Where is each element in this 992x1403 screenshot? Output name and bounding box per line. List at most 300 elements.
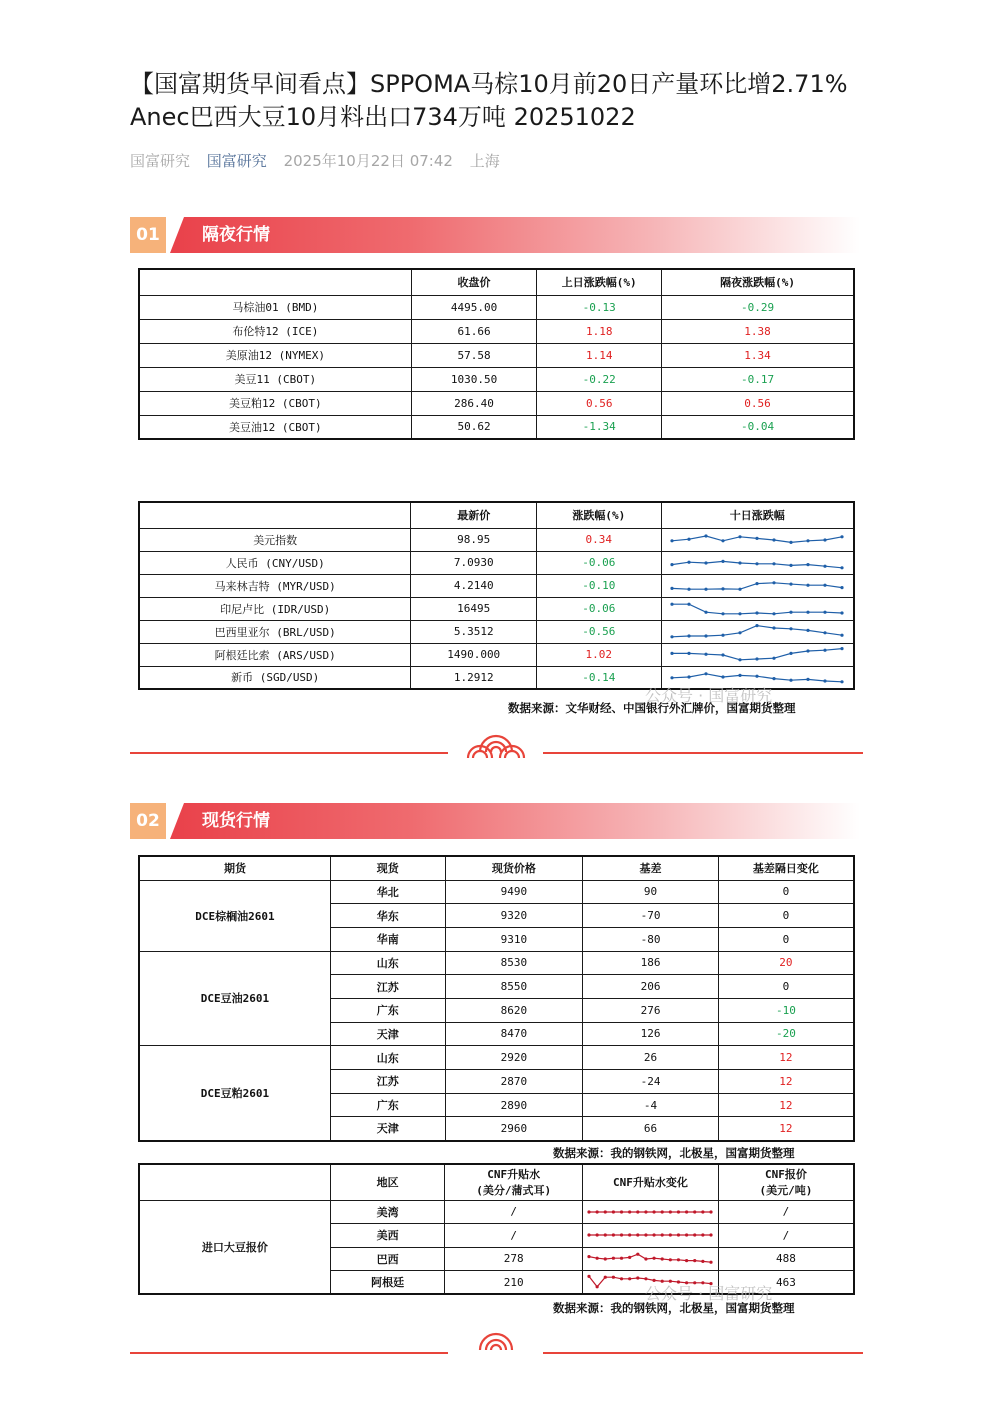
sparkline-point: [596, 1210, 599, 1213]
fx-source-note: 数据来源：文华财经、中国银行外汇牌价，国富期货整理: [508, 701, 796, 715]
sparkline-point: [596, 1234, 599, 1237]
sparkline-point: [637, 1234, 640, 1237]
sparkline-point: [705, 561, 708, 564]
currency-name: 阿根廷比索 (ARS/USD): [139, 643, 411, 666]
column-header: 隔夜涨跌幅(%): [662, 269, 854, 295]
import-region: 美西: [330, 1224, 445, 1248]
sparkline-point: [773, 538, 776, 541]
pct-change: -0.10: [537, 574, 662, 597]
night-change: -0.04: [662, 415, 854, 439]
table-header-row: [139, 502, 854, 528]
sparkline-point: [596, 1256, 599, 1259]
sparkline-point: [628, 1210, 631, 1213]
sparkline-point: [669, 1258, 672, 1261]
basis: 66: [583, 1117, 719, 1141]
sparkline-point: [773, 562, 776, 565]
table-row: [139, 343, 854, 367]
sparkline-point: [824, 538, 827, 541]
column-header: 收盘价: [411, 269, 537, 295]
prev-change: -0.13: [537, 295, 662, 319]
sparkline-point: [722, 612, 725, 615]
sparkline-point: [824, 610, 827, 613]
spot-region: 江苏: [330, 975, 445, 999]
basis-change: 0: [718, 975, 854, 999]
spot-price: 8550: [445, 975, 583, 999]
section-header-spot: [130, 803, 860, 839]
sparkline-point: [612, 1210, 615, 1213]
sparkline-point: [702, 1234, 705, 1237]
sparkline-point: [710, 1260, 713, 1263]
sparkline-point: [688, 676, 691, 679]
sparkline-point: [637, 1210, 640, 1213]
sparkline-point: [637, 1252, 640, 1255]
sparkline-point: [710, 1234, 713, 1237]
sparkline-point: [612, 1256, 615, 1259]
table-row: [139, 415, 854, 439]
sparkline-point: [841, 633, 844, 636]
sparkline-point: [628, 1234, 631, 1237]
sparkline-point: [705, 634, 708, 637]
sparkline-point: [756, 657, 759, 660]
sparkline-point: [671, 563, 674, 566]
sparkline-point: [705, 672, 708, 675]
basis: 126: [583, 1022, 719, 1046]
table-row: [139, 597, 854, 620]
night-change: -0.29: [662, 295, 854, 319]
sparkline-point: [694, 1259, 697, 1262]
sparkline-point: [688, 587, 691, 590]
cnf-premium: /: [445, 1200, 583, 1224]
sparkline-point: [694, 1210, 697, 1213]
sparkline-point: [756, 536, 759, 539]
prev-change: -0.22: [537, 367, 662, 391]
sparkline-point: [705, 652, 708, 655]
futures-contract: DCE豆油2601: [139, 951, 330, 1046]
latest-price: 98.95: [411, 528, 537, 551]
basis-change: 12: [718, 1046, 854, 1070]
sparkline-point: [807, 583, 810, 586]
table-row: [139, 528, 854, 551]
cnf-premium: 278: [445, 1247, 583, 1271]
spot-basis-table: [138, 855, 855, 1142]
column-header: [139, 502, 411, 528]
sparkline-point: [807, 539, 810, 542]
sparkline-point: [661, 1210, 664, 1213]
sparkline-point: [841, 586, 844, 589]
watermark: 公众号 · 国富研究: [645, 686, 773, 705]
cloud-ornament-icon: [478, 1330, 514, 1352]
spot-price: 9490: [445, 880, 583, 904]
sparkline-point: [773, 677, 776, 680]
close-price: 286.40: [411, 391, 537, 415]
basis-change: -20: [718, 1022, 854, 1046]
import-region: 美湾: [330, 1200, 445, 1224]
ten-day-sparkline-cell: [661, 643, 854, 666]
sparkline-point: [702, 1260, 705, 1263]
section-banner: [170, 217, 860, 253]
cnf-change-sparkline-cell: [582, 1224, 718, 1248]
close-price: 4495.00: [411, 295, 537, 319]
sparkline-point: [722, 587, 725, 590]
close-price: 61.66: [411, 319, 537, 343]
watermark: 公众号 · 国富研究: [645, 1284, 773, 1303]
sparkline-point: [807, 610, 810, 613]
ten-day-sparkline-cell: [661, 528, 854, 551]
sparkline-point: [637, 1276, 640, 1279]
table-row: [139, 643, 854, 666]
spot-region: 天津: [330, 1022, 445, 1046]
prev-change: 0.56: [537, 391, 662, 415]
sparkline-point: [756, 675, 759, 678]
divider-left: [130, 1352, 448, 1354]
table-row: [139, 620, 854, 643]
location: 上海: [469, 152, 500, 170]
sparkline-point: [604, 1234, 607, 1237]
sparkline-point: [688, 560, 691, 563]
sparkline-point: [841, 680, 844, 683]
table-row: [139, 1046, 854, 1070]
basis: -24: [583, 1070, 719, 1094]
sparkline-point: [669, 1210, 672, 1213]
spot-region: 广东: [330, 1093, 445, 1117]
sparkline-point: [688, 602, 691, 605]
cnf-change-sparkline-cell: [582, 1247, 718, 1271]
close-price: 1030.50: [411, 367, 537, 391]
column-header: 期货: [139, 856, 330, 880]
sparkline-point: [671, 651, 674, 654]
divider-right: [543, 1352, 863, 1354]
spot-region: 华北: [330, 880, 445, 904]
sparkline-point: [739, 658, 742, 661]
publish-time: 2025年10月22日 07:42: [283, 152, 453, 170]
sparkline-point: [773, 581, 776, 584]
spot-price: 2920: [445, 1046, 583, 1070]
latest-price: 4.2140: [411, 574, 537, 597]
sparkline-point: [645, 1234, 648, 1237]
contract-name: 布伦特12 (ICE): [139, 319, 411, 343]
sparkline-point: [824, 564, 827, 567]
basis-change: -10: [718, 998, 854, 1022]
latest-price: 7.0930: [411, 551, 537, 574]
sparkline-point: [588, 1234, 591, 1237]
basis: -70: [583, 904, 719, 928]
sparkline-point: [620, 1277, 623, 1280]
sparkline-point: [671, 635, 674, 638]
sparkline-point: [739, 674, 742, 677]
sparkline-point: [702, 1210, 705, 1213]
spot-price: 2960: [445, 1117, 583, 1141]
sparkline-point: [685, 1210, 688, 1213]
basis: 26: [583, 1046, 719, 1070]
spot-region: 广东: [330, 998, 445, 1022]
overnight-futures-table: [138, 268, 855, 440]
pct-change: -0.06: [537, 551, 662, 574]
sparkline-point: [756, 624, 759, 627]
ten-day-sparkline: [666, 599, 848, 619]
column-header: 基差隔日变化: [718, 856, 854, 880]
article-meta: [130, 150, 512, 171]
sparkline-point: [705, 587, 708, 590]
sparkline-point: [588, 1275, 591, 1278]
ten-day-sparkline-cell: [661, 551, 854, 574]
basis-change: 0: [718, 880, 854, 904]
spot-region: 天津: [330, 1117, 445, 1141]
cnf-change-sparkline: [586, 1202, 714, 1222]
import-region: 阿根廷: [330, 1271, 445, 1295]
column-header: 基差: [583, 856, 719, 880]
header-line: CNF升贴水: [487, 1168, 541, 1182]
spot-price: 8530: [445, 951, 583, 975]
basis-change: 12: [718, 1093, 854, 1117]
basis-change: 0: [718, 904, 854, 928]
table-row: [139, 391, 854, 415]
cnf-quote: 463: [718, 1271, 854, 1295]
sparkline-point: [669, 1234, 672, 1237]
cnf-quote: 488: [718, 1247, 854, 1271]
sparkline-point: [694, 1234, 697, 1237]
latest-price: 5.3512: [411, 620, 537, 643]
basis: -80: [583, 927, 719, 951]
latest-price: 16495: [411, 597, 537, 620]
sparkline-point: [824, 648, 827, 651]
night-change: 1.38: [662, 319, 854, 343]
sparkline-point: [604, 1210, 607, 1213]
author: 国富研究: [130, 152, 191, 170]
cnf-change-sparkline: [586, 1249, 714, 1269]
futures-contract: DCE豆粕2601: [139, 1046, 330, 1141]
sparkline-point: [685, 1234, 688, 1237]
basis: -4: [583, 1093, 719, 1117]
sparkline-point: [705, 610, 708, 613]
sparkline-point: [653, 1256, 656, 1259]
sparkline-point: [756, 562, 759, 565]
section-label: 现货行情: [202, 811, 270, 831]
column-header: 最新价: [411, 502, 537, 528]
table-row: [139, 551, 854, 574]
sparkline-point: [790, 627, 793, 630]
sparkline-point: [790, 651, 793, 654]
sparkline-point: [612, 1234, 615, 1237]
column-header: [445, 1164, 583, 1200]
ten-day-sparkline-cell: [661, 597, 854, 620]
sparkline-point: [722, 539, 725, 542]
sparkline-point: [688, 634, 691, 637]
column-header: [718, 1164, 854, 1200]
sparkline-point: [739, 535, 742, 538]
sparkline-point: [841, 611, 844, 614]
sparkline-point: [841, 566, 844, 569]
sparkline-point: [790, 610, 793, 613]
sparkline-point: [824, 680, 827, 683]
sparkline-point: [739, 587, 742, 590]
sparkline-point: [620, 1210, 623, 1213]
basis: 90: [583, 880, 719, 904]
sparkline-point: [661, 1257, 664, 1260]
sparkline-point: [807, 678, 810, 681]
column-header: 现货: [330, 856, 445, 880]
sparkline-point: [612, 1276, 615, 1279]
sparkline-point: [722, 676, 725, 679]
spot-region: 江苏: [330, 1070, 445, 1094]
column-header: 十日涨跌幅: [661, 502, 854, 528]
cnf-premium: /: [445, 1224, 583, 1248]
pct-change: 1.02: [537, 643, 662, 666]
sparkline-point: [790, 540, 793, 543]
column-header: [139, 269, 411, 295]
spot-price: 2890: [445, 1093, 583, 1117]
sparkline-point: [671, 676, 674, 679]
contract-name: 美豆11 (CBOT): [139, 367, 411, 391]
sparkline-point: [824, 631, 827, 634]
spot-region: 华东: [330, 904, 445, 928]
sparkline-point: [824, 583, 827, 586]
table-row: [139, 1200, 854, 1224]
sparkline-point: [604, 1276, 607, 1279]
table-row: [139, 319, 854, 343]
spot-price: 8470: [445, 1022, 583, 1046]
fx-table: [138, 501, 855, 690]
cnf-change-sparkline-cell: [582, 1200, 718, 1224]
sparkline-point: [756, 611, 759, 614]
sparkline-point: [739, 561, 742, 564]
column-header: 上日涨跌幅(%): [537, 269, 662, 295]
table-header-row: [139, 269, 854, 295]
cnf-quote: /: [718, 1224, 854, 1248]
ten-day-sparkline: [666, 645, 848, 665]
table-row: [139, 880, 854, 904]
sparkline-point: [773, 656, 776, 659]
spot-price: 8620: [445, 998, 583, 1022]
sparkline-point: [653, 1234, 656, 1237]
sparkline-point: [688, 537, 691, 540]
sparkline-point: [756, 582, 759, 585]
basis-change: 12: [718, 1070, 854, 1094]
header-unit: (美分/蒲式耳): [476, 1184, 552, 1198]
ten-day-sparkline: [666, 530, 848, 550]
ten-day-sparkline-cell: [661, 620, 854, 643]
sparkline-point: [604, 1257, 607, 1260]
title-line-1: 【国富期货早间看点】SPPOMA马棕10月前20日产量环比增2.71%: [130, 70, 848, 98]
sparkline-point: [645, 1257, 648, 1260]
sparkline-path: [589, 1254, 711, 1262]
sparkline-point: [661, 1234, 664, 1237]
title-line-2: Anec巴西大豆10月料出口734万吨 20251022: [130, 103, 636, 131]
night-change: -0.17: [662, 367, 854, 391]
prev-change: -1.34: [537, 415, 662, 439]
sparkline-point: [645, 1210, 648, 1213]
cloud-ornament-icon: [462, 730, 530, 760]
prev-change: 1.14: [537, 343, 662, 367]
contract-name: 美豆粕12 (CBOT): [139, 391, 411, 415]
sparkline-point: [807, 563, 810, 566]
ten-day-sparkline: [666, 622, 848, 642]
pct-change: -0.56: [537, 620, 662, 643]
sparkline-point: [705, 534, 708, 537]
sparkline-point: [620, 1234, 623, 1237]
column-header: CNF升贴水变化: [582, 1164, 718, 1200]
pct-change: -0.14: [537, 666, 662, 689]
sparkline-point: [628, 1256, 631, 1259]
sparkline-point: [677, 1210, 680, 1213]
spot-price: 9310: [445, 927, 583, 951]
table-row: [139, 367, 854, 391]
column-header: 涨跌幅(%): [537, 502, 662, 528]
section-header-overnight: [130, 217, 860, 253]
column-header: 现货价格: [445, 856, 583, 880]
currency-name: 巴西里亚尔 (BRL/USD): [139, 620, 411, 643]
cnf-change-sparkline: [586, 1225, 714, 1245]
import-source-note: 数据来源：我的钢铁网，北极星，国富期货整理: [553, 1301, 795, 1315]
sparkline-point: [671, 539, 674, 542]
sparkline-point: [739, 612, 742, 615]
section-number: 01: [130, 217, 166, 253]
spot-region: 山东: [330, 951, 445, 975]
spot-source-note: 数据来源：我的钢铁网，北极星，国富期货整理: [553, 1146, 795, 1160]
currency-name: 人民币 (CNY/USD): [139, 551, 411, 574]
sparkline-point: [790, 582, 793, 585]
divider-left: [130, 752, 448, 754]
header-unit: (美元/吨): [759, 1184, 813, 1198]
sparkline-point: [722, 633, 725, 636]
article-title: [130, 68, 890, 134]
row-group-label: 进口大豆报价: [139, 1200, 330, 1294]
prev-change: 1.18: [537, 319, 662, 343]
section-number: 02: [130, 803, 166, 839]
currency-name: 新币 (SGD/USD): [139, 666, 411, 689]
column-header: 地区: [330, 1164, 445, 1200]
close-price: 50.62: [411, 415, 537, 439]
sparkline-point: [685, 1259, 688, 1262]
column-header: [139, 1164, 330, 1200]
futures-contract: DCE棕榈油2601: [139, 880, 330, 951]
sparkline-point: [588, 1255, 591, 1258]
sparkline-point: [739, 631, 742, 634]
pct-change: -0.06: [537, 597, 662, 620]
sparkline-point: [671, 602, 674, 605]
divider-right: [543, 752, 863, 754]
spot-price: 9320: [445, 904, 583, 928]
pct-change: 0.34: [537, 528, 662, 551]
sparkline-point: [596, 1285, 599, 1288]
import-region: 巴西: [330, 1247, 445, 1271]
contract-name: 美原油12 (NYMEX): [139, 343, 411, 367]
sparkline-point: [628, 1277, 631, 1280]
ten-day-sparkline: [666, 553, 848, 573]
basis-change: 0: [718, 927, 854, 951]
sparkline-point: [841, 535, 844, 538]
basis: 186: [583, 951, 719, 975]
night-change: 0.56: [662, 391, 854, 415]
header-line: CNF报价: [765, 1168, 807, 1182]
spot-region: 华南: [330, 927, 445, 951]
sparkline-point: [807, 649, 810, 652]
sparkline-point: [671, 586, 674, 589]
sparkline-point: [773, 612, 776, 615]
contract-name: 马棕油01 (BMD): [139, 295, 411, 319]
spot-price: 2870: [445, 1070, 583, 1094]
table-header-row: [139, 1164, 854, 1200]
ten-day-sparkline-cell: [661, 574, 854, 597]
table-row: [139, 574, 854, 597]
sparkline-point: [773, 626, 776, 629]
currency-name: 印尼卢比 (IDR/USD): [139, 597, 411, 620]
cnf-quote: /: [718, 1200, 854, 1224]
account-link[interactable]: 国富研究: [206, 152, 267, 170]
sparkline-point: [722, 559, 725, 562]
sparkline-point: [722, 653, 725, 656]
spot-region: 山东: [330, 1046, 445, 1070]
sparkline-path: [672, 625, 842, 636]
